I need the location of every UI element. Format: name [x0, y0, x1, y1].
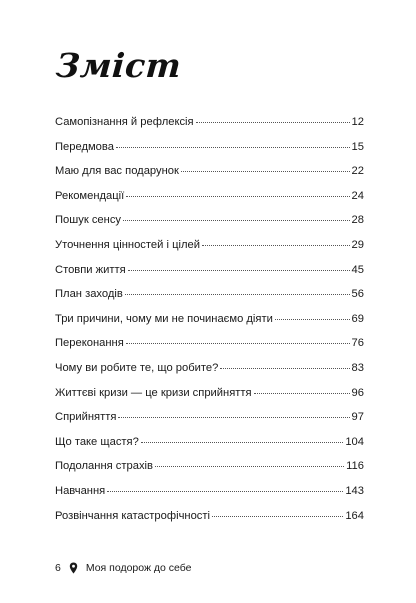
dot-leader: [212, 516, 343, 517]
toc-entry[interactable]: [55, 190, 364, 215]
toc-entry[interactable]: [55, 116, 364, 141]
dot-leader: [126, 196, 349, 197]
toc-entry-title: Подолання страхів: [55, 460, 153, 473]
table-of-contents: [55, 116, 364, 534]
dot-leader: [107, 491, 343, 492]
toc-entry-title: Передмова: [55, 140, 114, 153]
toc-entry[interactable]: [55, 165, 364, 190]
toc-entry[interactable]: [55, 214, 364, 239]
book-title: Моя подорож до себе: [85, 562, 192, 574]
toc-entry[interactable]: [55, 288, 364, 313]
dot-leader: [181, 171, 350, 172]
toc-entry-page: 29: [351, 238, 364, 251]
page-footer: [55, 562, 192, 574]
toc-entry-page: 15: [351, 140, 364, 153]
location-pin-icon: [69, 562, 78, 574]
toc-entry-title: Самопізнання й рефлексія: [55, 116, 194, 128]
toc-entry-page: 96: [351, 386, 364, 399]
dot-leader: [126, 343, 350, 344]
toc-entry-title: Навчання: [55, 484, 106, 497]
toc-entry-page: 83: [351, 361, 364, 374]
toc-entry-title: План заходів: [55, 288, 123, 301]
toc-entry[interactable]: [55, 264, 364, 289]
toc-entry-title: Маю для вас подарунок: [55, 165, 179, 178]
toc-entry[interactable]: [55, 510, 364, 535]
toc-entry-title: Переконання: [55, 337, 124, 350]
dot-leader: [220, 368, 349, 369]
dot-leader: [141, 442, 344, 443]
toc-entry[interactable]: [55, 239, 364, 264]
dot-leader: [196, 122, 350, 123]
toc-entry-page: 22: [351, 165, 364, 178]
dot-leader: [254, 393, 350, 394]
dot-leader: [118, 417, 349, 418]
toc-entry-page: 97: [351, 411, 364, 424]
page-title: Зміст: [54, 46, 183, 85]
dot-leader: [202, 245, 350, 246]
dot-leader: [123, 220, 350, 221]
toc-entry-page: 24: [351, 189, 364, 202]
toc-entry-page: 143: [345, 484, 364, 497]
toc-entry[interactable]: [55, 485, 364, 510]
toc-entry-title: Рекомендації: [55, 189, 125, 202]
toc-entry[interactable]: [55, 460, 364, 485]
dot-leader: [116, 147, 350, 148]
dot-leader: [128, 270, 350, 271]
toc-entry-title: Пошук сенсу: [55, 214, 122, 227]
dot-leader: [125, 294, 350, 295]
dot-leader: [275, 319, 350, 320]
toc-entry-page: 76: [351, 337, 364, 350]
toc-entry[interactable]: [55, 387, 364, 412]
toc-entry-page: 116: [346, 460, 364, 473]
toc-entry[interactable]: [55, 141, 364, 166]
toc-entry-title: Що таке щастя?: [55, 435, 139, 448]
page-number: 6: [55, 562, 61, 574]
toc-entry[interactable]: [55, 436, 364, 461]
toc-entry-title: Чому ви робите те, що робите?: [55, 361, 219, 374]
toc-entry-page: 69: [351, 312, 364, 325]
toc-entry-page: 12: [351, 116, 364, 128]
toc-entry-title: Уточнення цінностей і цілей: [55, 238, 200, 251]
toc-entry-title: Сприйняття: [55, 411, 117, 424]
toc-entry-page: 104: [345, 435, 364, 448]
toc-entry[interactable]: [55, 313, 364, 338]
toc-entry-page: 56: [351, 288, 364, 301]
toc-entry[interactable]: [55, 362, 364, 387]
toc-entry-title: Розвінчання катастрофічності: [55, 509, 210, 522]
toc-entry-title: Три причини, чому ми не починаємо діяти: [55, 312, 273, 325]
toc-entry[interactable]: [55, 337, 364, 362]
toc-entry-page: 45: [351, 263, 364, 276]
toc-entry-title: Стовпи життя: [55, 263, 126, 276]
toc-entry-title: Життєві кризи — це кризи сприйняття: [55, 386, 252, 399]
dot-leader: [155, 466, 344, 467]
toc-entry-page: 164: [345, 509, 364, 522]
toc-entry-page: 28: [351, 214, 364, 227]
toc-entry[interactable]: [55, 411, 364, 436]
